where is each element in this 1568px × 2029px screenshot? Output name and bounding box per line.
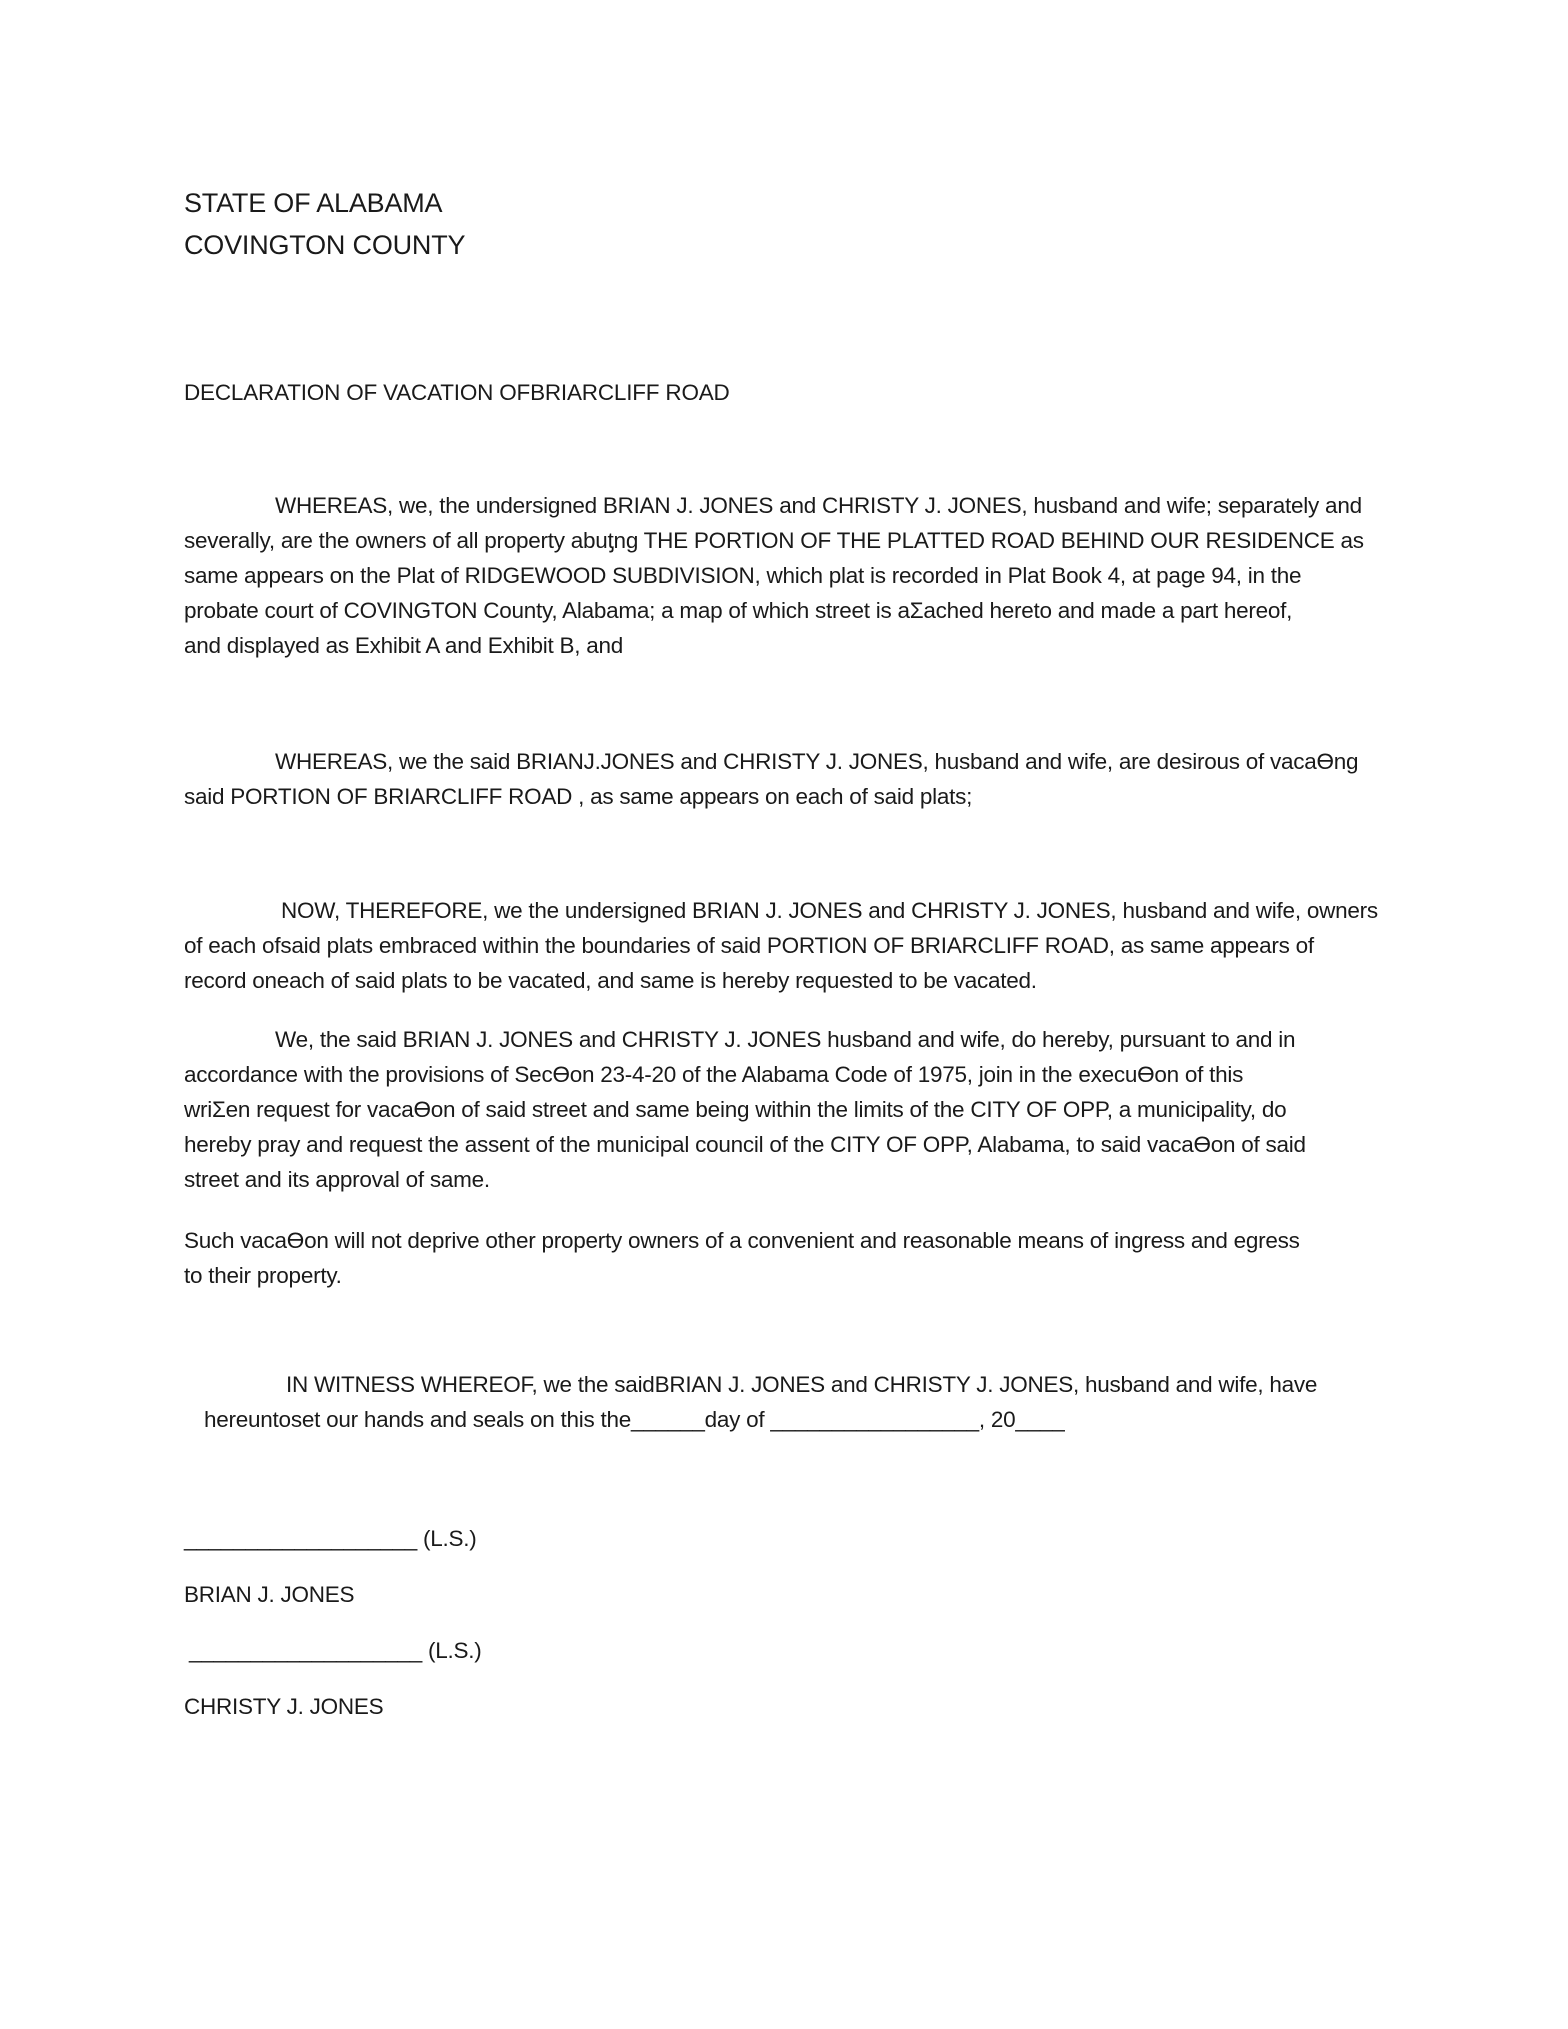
- paragraph-line: said PORTION OF BRIARCLIFF ROAD , as same appears on each of said plats;: [184, 784, 973, 809]
- now-therefore-paragraph: [184, 893, 1384, 998]
- county-heading: COVINGTON COUNTY: [184, 230, 466, 260]
- paragraph-line: wriΣen request for vacaϴon of said street and same being within the limits of the CITY OF OPP, a municipality, do: [184, 1097, 1287, 1122]
- signature-line-christy: ___________________ (L.S.): [189, 1638, 482, 1663]
- paragraph-line: We, the said BRIAN J. JONES and CHRISTY J. JONES husband and wife, do hereby, pursuant to and in: [275, 1027, 1296, 1052]
- paragraph-line: and displayed as Exhibit A and Exhibit B, and: [184, 633, 624, 658]
- paragraph-line: severally, are the owners of all property abuƫng THE PORTION OF THE PLATTED ROAD BEHIND OUR RESIDENCE as: [184, 528, 1364, 553]
- paragraph-line: hereby pray and request the assent of the municipal council of the CITY OF OPP, Alabama, to said vacaϴon of said: [184, 1132, 1306, 1157]
- signatory-name-brian: BRIAN J. JONES: [184, 1582, 355, 1607]
- document-title: DECLARATION OF VACATION OFBRIARCLIFF ROAD: [184, 380, 730, 405]
- whereas-paragraph-1: [184, 488, 1384, 663]
- paragraph-line: accordance with the provisions of Secϴon 23-4-20 of the Alabama Code of 1975, join in the execuϴon of this: [184, 1062, 1244, 1087]
- paragraph-line: same appears on the Plat of RIDGEWOOD SUBDIVISION, which plat is recorded in Plat Book 4, at page 94, in the: [184, 563, 1302, 588]
- witness-line-2: hereuntoset our hands and seals on this the______day of _________________, 20____: [204, 1407, 1065, 1432]
- whereas-paragraph-2: [184, 744, 1384, 814]
- paragraph-line: probate court of COVINGTON County, Alabama; a map of which street is aΣached hereto and made a part hereof,: [184, 598, 1293, 623]
- state-heading: STATE OF ALABAMA: [184, 188, 443, 218]
- paragraph-line: street and its approval of same.: [184, 1167, 490, 1192]
- paragraph-line: WHEREAS, we, the undersigned BRIAN J. JONES and CHRISTY J. JONES, husband and wife; separately and: [275, 493, 1362, 518]
- paragraph-line: Such vacaϴon will not deprive other property owners of a convenient and reasonable means of ingress and egress: [184, 1228, 1300, 1253]
- paragraph-line: NOW, THEREFORE, we the undersigned BRIAN J. JONES and CHRISTY J. JONES, husband and wife, owners: [281, 898, 1378, 923]
- we-the-said-paragraph: [184, 1022, 1384, 1197]
- signature-line-brian: ___________________ (L.S.): [184, 1526, 477, 1551]
- paragraph-line: to their property.: [184, 1263, 342, 1288]
- such-vacation-paragraph: [184, 1223, 1384, 1293]
- paragraph-line: of each ofsaid plats embraced within the boundaries of said PORTION OF BRIARCLIFF ROAD, as same appears of: [184, 933, 1314, 958]
- signatory-name-christy: CHRISTY J. JONES: [184, 1694, 384, 1719]
- paragraph-line: record oneach of said plats to be vacated, and same is hereby requested to be vacated.: [184, 968, 1037, 993]
- witness-line-1: IN WITNESS WHEREOF, we the saidBRIAN J. JONES and CHRISTY J. JONES, husband and wife, have: [286, 1372, 1318, 1397]
- paragraph-line: WHEREAS, we the said BRIANJ.JONES and CHRISTY J. JONES, husband and wife, are desirous of vacaϴng: [275, 749, 1359, 774]
